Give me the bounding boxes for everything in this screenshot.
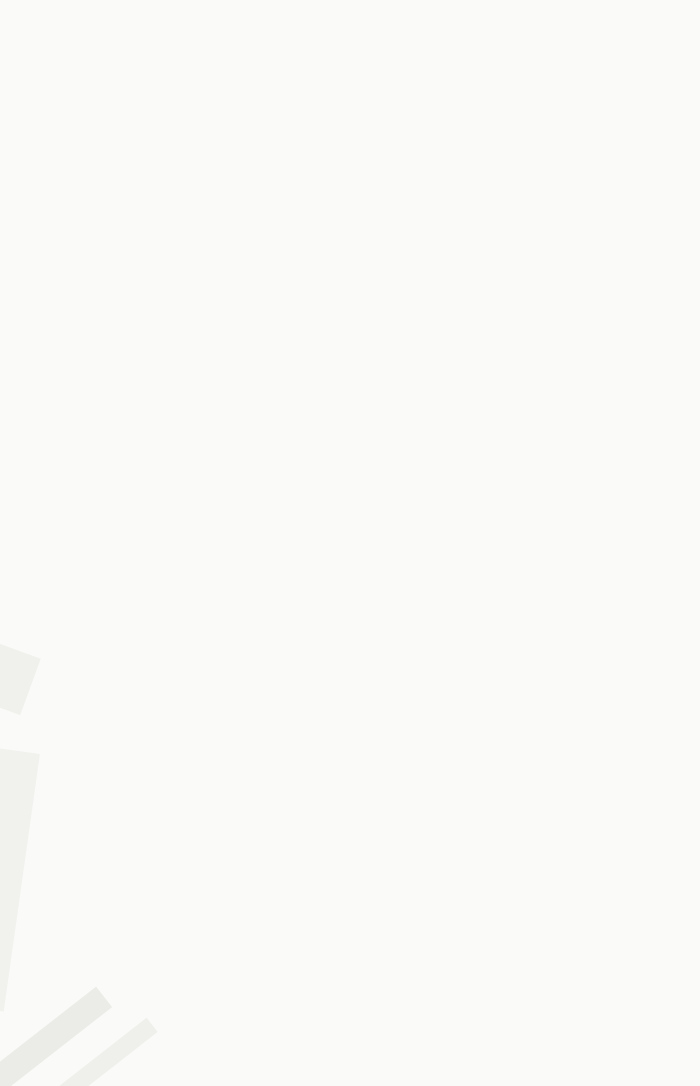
scan-watermark [28, 1018, 157, 1086]
scan-watermark [0, 748, 40, 1011]
scan-watermark [0, 987, 112, 1086]
scan-watermark [0, 641, 41, 715]
table-caption-row [0, 591, 700, 609]
